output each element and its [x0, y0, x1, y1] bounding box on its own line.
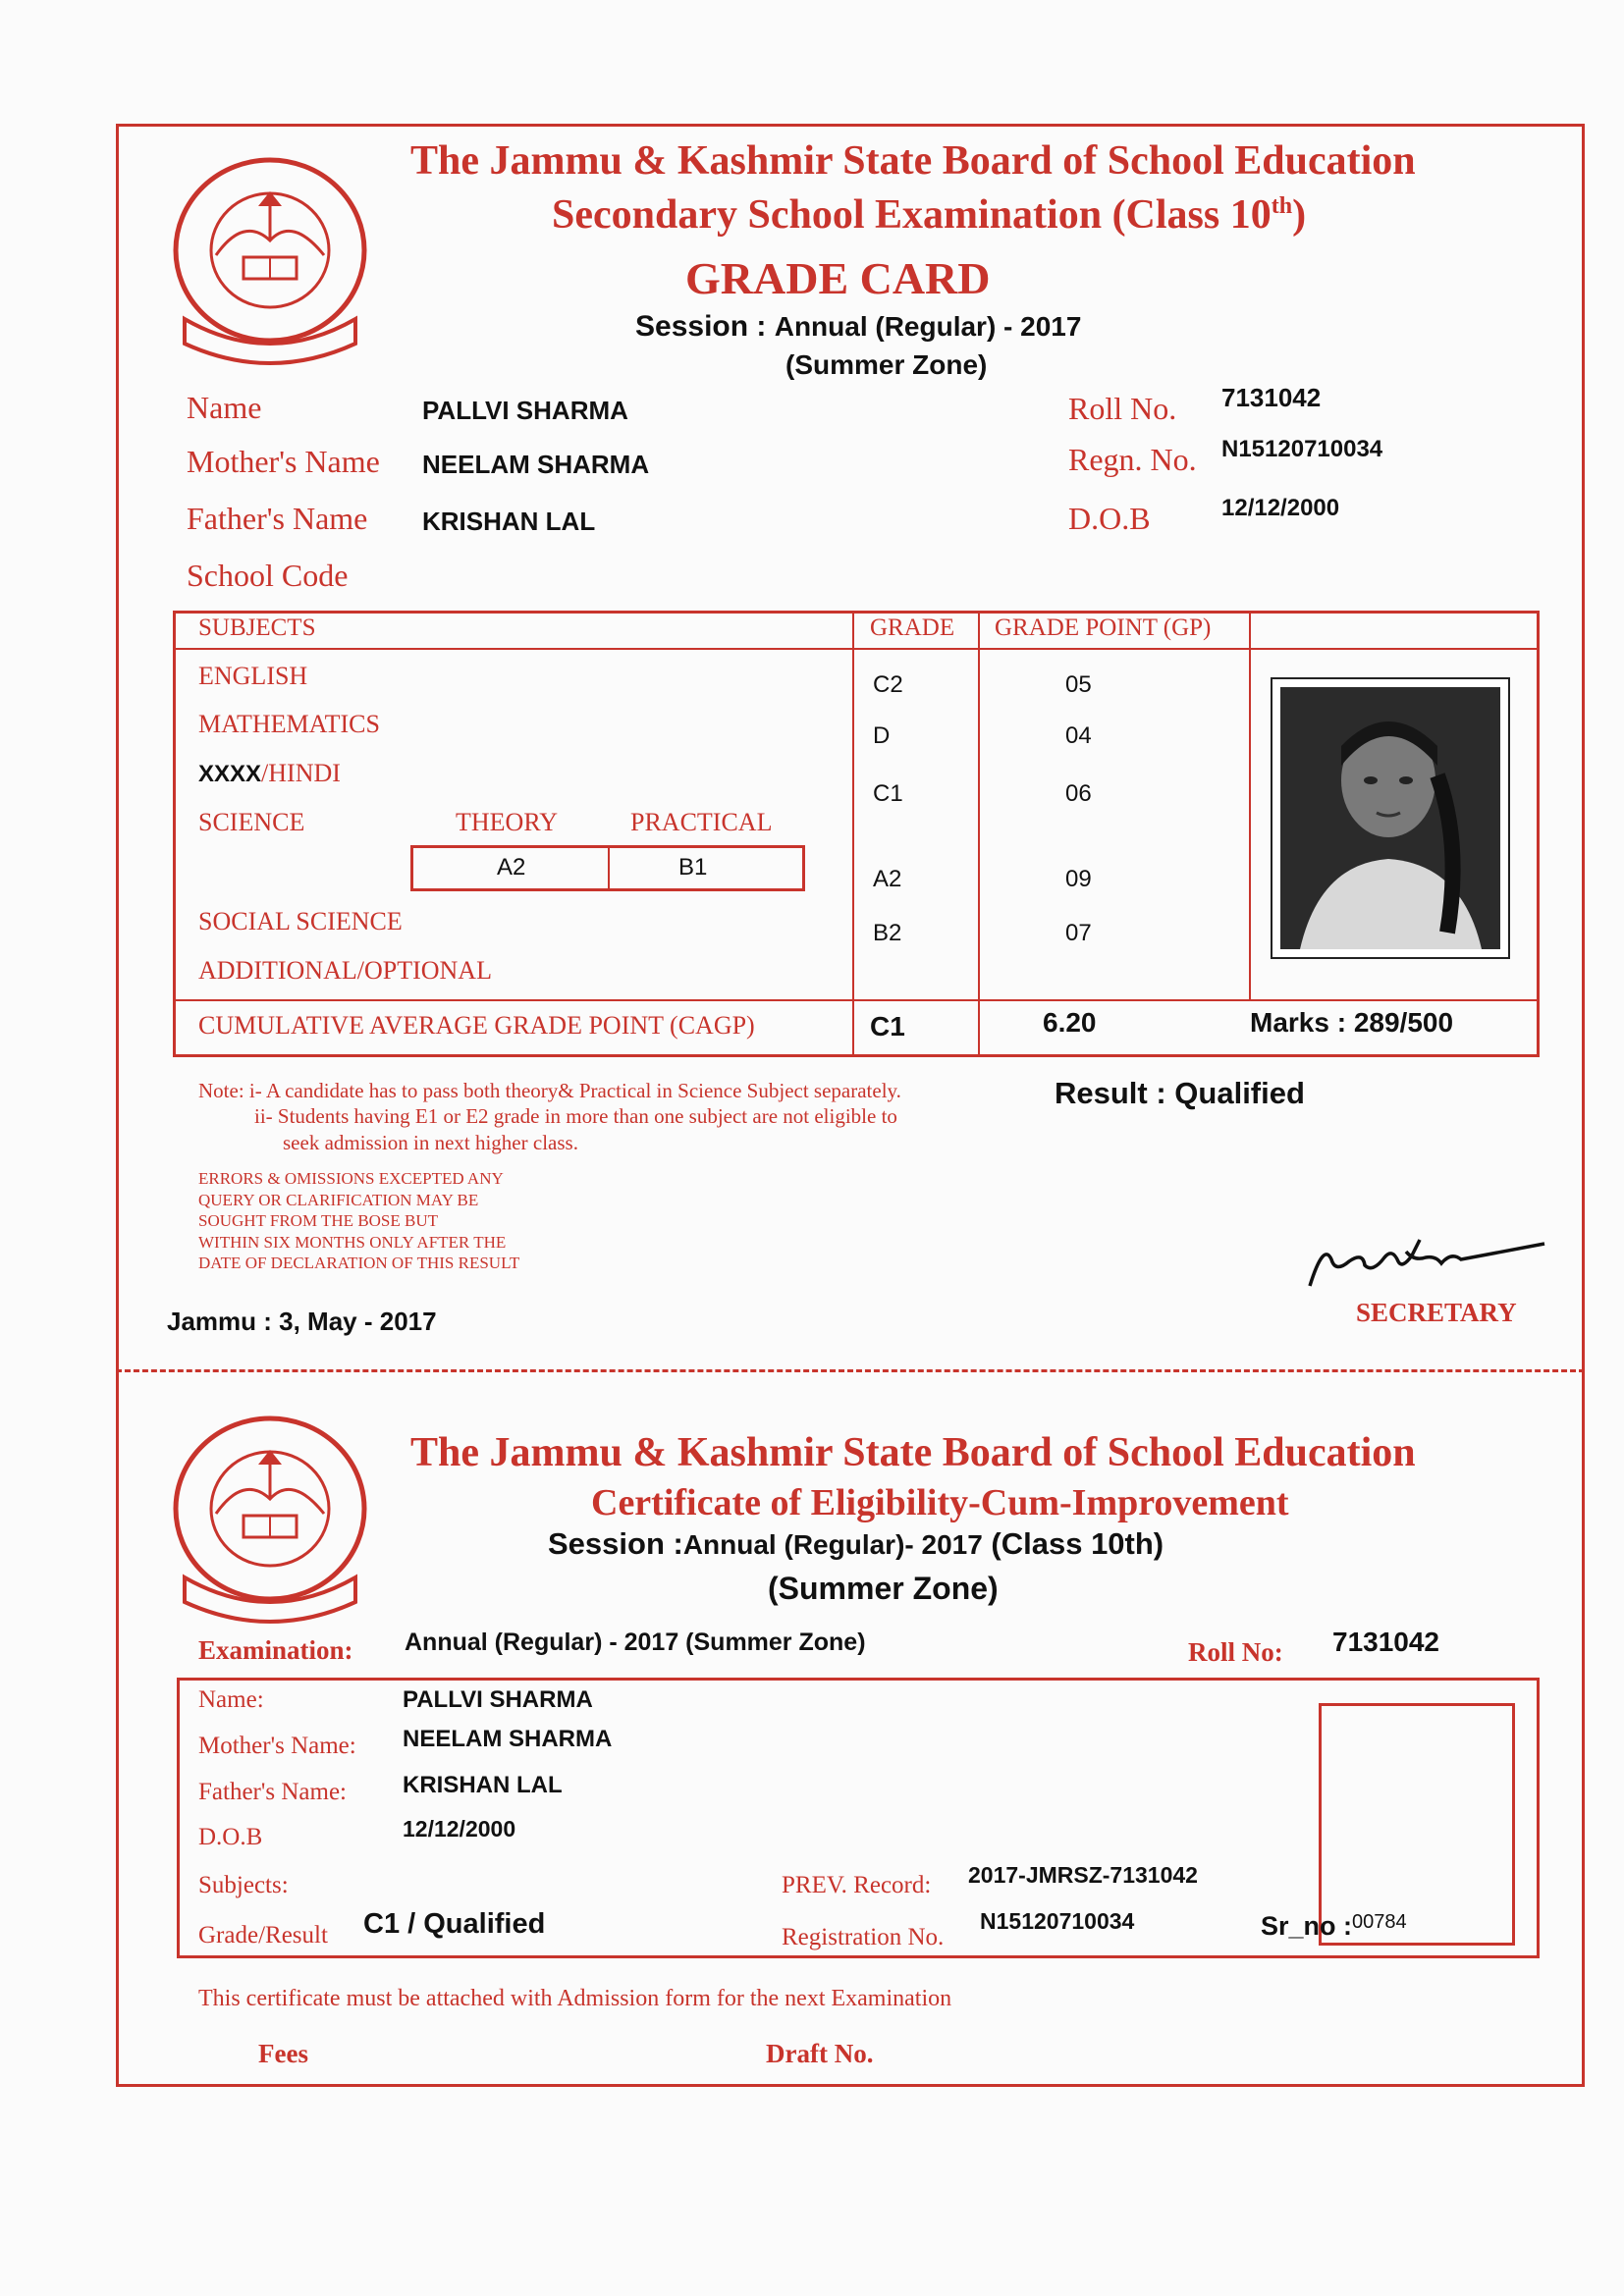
table-header-rule — [173, 648, 1540, 650]
cert-dob-label: D.O.B — [198, 1824, 263, 1850]
regn-number: N15120710034 — [1221, 436, 1383, 462]
roll-number: 7131042 — [1221, 383, 1322, 412]
name-label: Name — [187, 390, 262, 425]
cagp-grade: C1 — [870, 1011, 905, 1041]
table-col-rule — [852, 611, 854, 1057]
header-subjects: SUBJECTS — [198, 614, 316, 641]
gp-mathematics: 04 — [1065, 722, 1092, 749]
science-theory-label: THEORY — [456, 808, 558, 836]
table-col-rule — [1249, 611, 1251, 999]
cert-board-name: The Jammu & Kashmir State Board of School Education — [410, 1430, 1416, 1475]
cert-roll-number: 7131042 — [1332, 1627, 1440, 1657]
session-line: Session : Annual (Regular) - 2017 — [635, 310, 1082, 343]
regn-label: Regn. No. — [1068, 442, 1197, 477]
exam-title: Secondary School Examination (Class 10th) — [552, 192, 1307, 238]
grade-mathematics: D — [873, 722, 891, 749]
cagp-label: CUMULATIVE AVERAGE GRADE POINT (CAGP) — [198, 1011, 755, 1040]
table-col-rule — [978, 611, 980, 1057]
student-name: PALLVI SHARMA — [422, 396, 628, 425]
cert-regn-number: N15120710034 — [980, 1908, 1135, 1934]
science-practical-grade: B1 — [678, 854, 708, 881]
grade-science: A2 — [873, 866, 902, 892]
grade-social-science: B2 — [873, 920, 902, 946]
board-seal-logo-2 — [165, 1406, 376, 1627]
father-name-label: Father's Name — [187, 501, 368, 536]
cert-father-label: Father's Name: — [198, 1779, 347, 1805]
father-name: KRISHAN LAL — [422, 507, 596, 536]
board-name: The Jammu & Kashmir State Board of School Education — [410, 138, 1416, 184]
subject-social-science: SOCIAL SCIENCE — [198, 907, 403, 935]
gp-english: 05 — [1065, 671, 1092, 698]
cert-grade-label: Grade/Result — [198, 1922, 328, 1949]
cert-attach-note: This certificate must be attached with Admission form for the next Examination — [198, 1986, 952, 2011]
cert-zone: (Summer Zone) — [768, 1571, 999, 1606]
cert-name-label: Name: — [198, 1686, 264, 1713]
subject-mathematics: MATHEMATICS — [198, 710, 380, 738]
cert-subjects-label: Subjects: — [198, 1872, 289, 1898]
note-line-2: ii- Students having E1 or E2 grade in more than one subject are not eligible to — [254, 1104, 897, 1128]
roll-label: Roll No. — [1068, 391, 1177, 426]
zone-label: (Summer Zone) — [785, 349, 988, 380]
cert-exam-label: Examination: — [198, 1635, 353, 1665]
science-theory-grade: A2 — [497, 854, 526, 881]
cert-draft-label: Draft No. — [766, 2039, 874, 2068]
secretary-signature — [1304, 1222, 1549, 1296]
subject-science: SCIENCE — [198, 808, 305, 836]
gp-science: 09 — [1065, 866, 1092, 892]
subject-hindi: XXXX/HINDI — [198, 759, 341, 787]
science-practical-label: PRACTICAL — [630, 808, 773, 836]
cert-prev-record: 2017-JMRSZ-7131042 — [968, 1862, 1198, 1888]
cert-title: Certificate of Eligibility-Cum-Improvement — [591, 1482, 1289, 1523]
cert-roll-label: Roll No: — [1188, 1637, 1283, 1667]
cagp-value: 6.20 — [1043, 1007, 1097, 1038]
mother-name-label: Mother's Name — [187, 444, 380, 479]
board-seal-logo — [165, 147, 376, 368]
secretary-label: SECRETARY — [1356, 1298, 1517, 1327]
errors-disclaimer: ERRORS & OMISSIONS EXCEPTED ANY QUERY OR CLARIFICATION MAY BE SOUGHT FROM THE BOSE BUT WITHIN SIX MONTHS ONLY AFTER THE DATE OF DECLARATION OF THIS RESULT — [198, 1169, 520, 1272]
cert-prev-label: PREV. Record: — [782, 1872, 932, 1898]
cert-photo-box — [1319, 1703, 1515, 1946]
grade-card-title: GRADE CARD — [685, 253, 991, 303]
cert-grade-result: C1 / Qualified — [363, 1908, 546, 1940]
cert-dob: 12/12/2000 — [403, 1816, 516, 1842]
science-split-box — [410, 845, 805, 891]
dob-label: D.O.B — [1068, 501, 1151, 536]
cert-srno: Sr_no :$^{00784}$ — [1261, 1911, 1407, 1941]
dob-value: 12/12/2000 — [1221, 495, 1340, 521]
subject-english: ENGLISH — [198, 662, 308, 690]
cert-mother: NEELAM SHARMA — [403, 1726, 613, 1752]
cert-father: KRISHAN LAL — [403, 1772, 563, 1798]
header-grade-point: GRADE POINT (GP) — [995, 614, 1212, 641]
total-marks: Marks : 289/500 — [1250, 1007, 1454, 1038]
student-photo — [1271, 677, 1510, 959]
cert-name: PALLVI SHARMA — [403, 1686, 593, 1713]
grade-hindi: C1 — [873, 780, 903, 807]
table-cagp-rule — [173, 999, 1540, 1001]
header-grade: GRADE — [870, 614, 955, 641]
cert-fees-label: Fees — [258, 2039, 308, 2068]
tear-line — [116, 1369, 1585, 1372]
note-line-1: Note: i- A candidate has to pass both theory& Practical in Science Subject separately. — [198, 1079, 901, 1102]
science-split-divider — [608, 848, 610, 888]
note-line-3: seek admission in next higher class. — [283, 1131, 578, 1154]
cert-regn-label: Registration No. — [782, 1924, 945, 1950]
school-code-label: School Code — [187, 558, 349, 593]
subject-additional: ADDITIONAL/OPTIONAL — [198, 956, 492, 985]
cert-session: Session :Annual (Regular)- 2017 (Class 10th) — [548, 1526, 1164, 1561]
result-status: Result : Qualified — [1055, 1076, 1305, 1110]
mother-name: NEELAM SHARMA — [422, 450, 650, 479]
place-date: Jammu : 3, May - 2017 — [167, 1307, 437, 1336]
grade-english: C2 — [873, 671, 903, 698]
gp-hindi: 06 — [1065, 780, 1092, 807]
gp-social-science: 07 — [1065, 920, 1092, 946]
cert-exam-value: Annual (Regular) - 2017 (Summer Zone) — [405, 1629, 866, 1656]
cert-mother-label: Mother's Name: — [198, 1733, 356, 1759]
